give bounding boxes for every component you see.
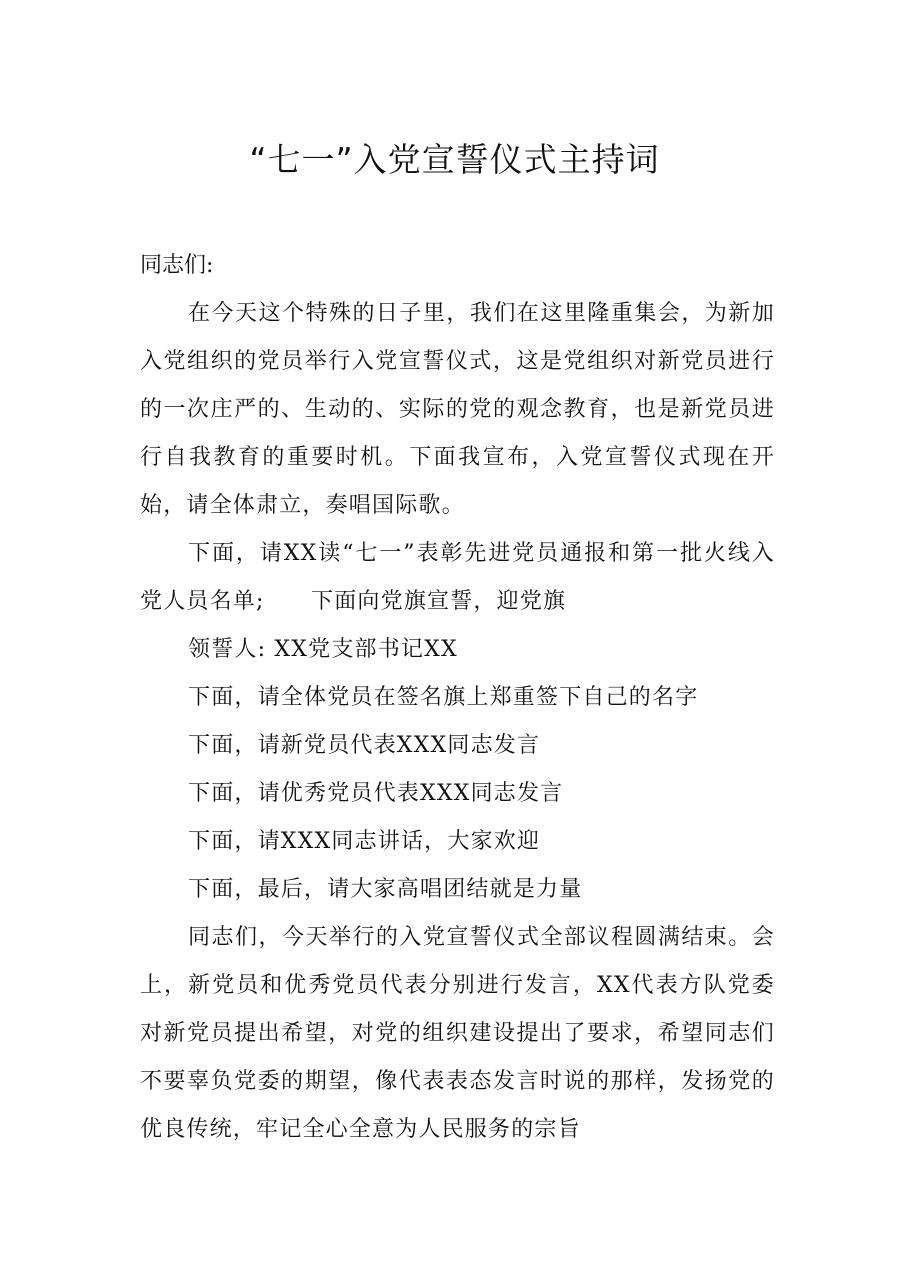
agenda-item: 下面，请XXX同志讲话，大家欢迎 (188, 829, 541, 854)
agenda-item: 领誓人: XX党支部书记XX (188, 637, 458, 662)
agenda-item: 下面，请全体党员在签名旗上郑重签下自己的名字 (188, 685, 699, 710)
document-body (140, 242, 775, 1154)
reading-paragraph: 下面，请XX读“七一”表彰先进党员通报和第一批火线入党人员名单; 下面向党旗宣誓，迎党旗 (140, 541, 775, 614)
agenda-item: 下面，请优秀党员代表XXX同志发言 (188, 781, 564, 806)
closing-paragraph: 同志们，今天举行的入党宣誓仪式全部议程圆满结束。会上，新党员和优秀党员代表分别进行发言，XX代表方队党委对新党员提出希望，对党的组织建设提出了要求，希望同志们不要辜负党委的期望，像代表表态发言时说的那样，发扬党的优良传统，牢记全心全意为人民服务的宗旨 (140, 925, 775, 1142)
agenda-item: 下面，请新党员代表XXX同志发言 (188, 733, 541, 758)
opening-paragraph: 在今天这个特殊的日子里，我们在这里隆重集会，为新加入党组织的党员举行入党宣誓仪式，这是党组织对新党员进行的一次庄严的、生动的、实际的党的观念教育，也是新党员进行自我教育的重要时机。下面我宣布，入党宣誓仪式现在开始，请全体肃立，奏唱国际歌。 (140, 301, 775, 518)
salutation: 同志们: (140, 253, 214, 278)
document-title: “七一”入党宣誓仪式主持词 (249, 140, 660, 179)
agenda-item: 下面，最后，请大家高唱团结就是力量 (188, 877, 583, 902)
